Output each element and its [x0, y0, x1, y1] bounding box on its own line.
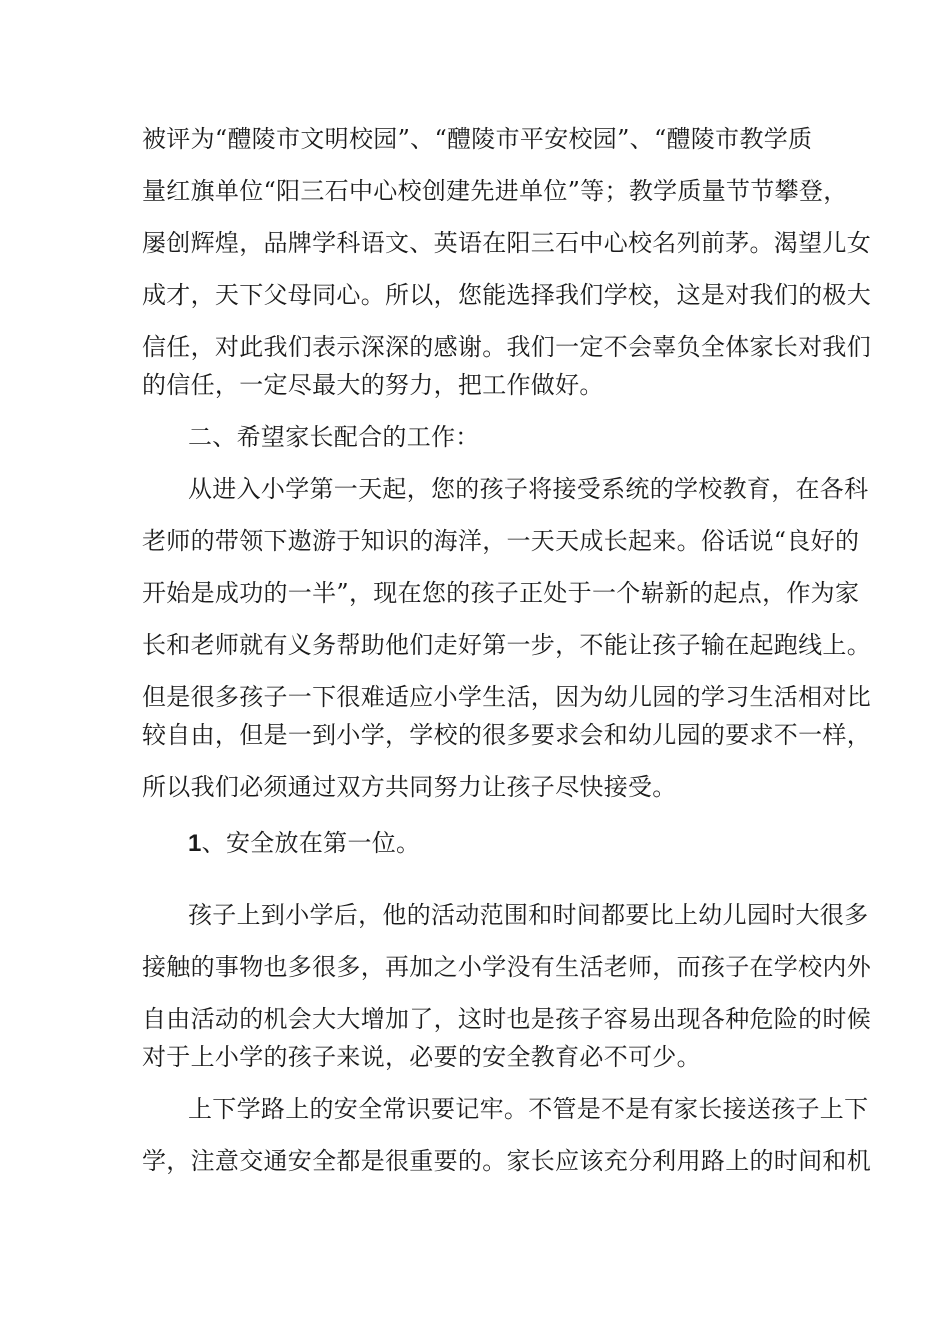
text-line: 对于上小学的孩子来说，必要的安全教育必不可少。: [142, 1043, 701, 1071]
text-line: 但是很多孩子一下很难适应小学生活，因为幼儿园的学习生活相对比: [142, 683, 871, 711]
text-line: 量红旗单位“阳三石中心校创建先进单位”等；教学质量节节攀登，: [142, 177, 848, 205]
text-line: 老师的带领下遨游于知识的海洋，一天天成长起来。俗话说“良好的: [142, 527, 860, 555]
text-line: 信任，对此我们表示深深的感谢。我们一定不会辜负全体家长对我们: [142, 333, 871, 361]
list-item-heading: [188, 828, 868, 859]
text-line: 开始是成功的一半”，现在您的孩子正处于一个崭新的起点，作为家: [142, 579, 860, 607]
text-line: 成才，天下父母同心。所以，您能选择我们学校，这是对我们的极大: [142, 281, 871, 309]
text-line: 的信任，一定尽最大的努力，把工作做好。: [142, 371, 604, 399]
text-line: 长和老师就有义务帮助他们走好第一步，不能让孩子输在起跑线上。: [142, 631, 871, 659]
text-line: 屡创辉煌，品牌学科语文、英语在阳三石中心校名列前茅。渴望儿女: [142, 229, 871, 257]
text-line: 自由活动的机会大大增加了，这时也是孩子容易出现各种危险的时候: [142, 1005, 871, 1033]
section-heading: 二、希望家长配合的工作：: [188, 423, 480, 451]
text-line: 上下学路上的安全常识要记牢。不管是不是有家长接送孩子上下: [188, 1095, 869, 1123]
list-item-number: 1: [188, 830, 202, 857]
text-line: 从进入小学第一天起，您的孩子将接受系统的学校教育，在各科: [188, 475, 869, 503]
text-line: 所以我们必须通过双方共同努力让孩子尽快接受。: [142, 773, 677, 801]
text-line: 学，注意交通安全都是很重要的。家长应该充分利用路上的时间和机: [142, 1147, 871, 1175]
text-line: 接触的事物也多很多，再加之小学没有生活老师，而孩子在学校内外: [142, 953, 871, 981]
text-line: 较自由，但是一到小学，学校的很多要求会和幼儿园的要求不一样，: [142, 721, 871, 749]
list-item-text: 、安全放在第一位。: [201, 829, 421, 857]
text-line: 被评为“醴陵市文明校园”、“醴陵市平安校园”、“醴陵市教学质: [142, 125, 813, 153]
text-line: 孩子上到小学后，他的活动范围和时间都要比上幼儿园时大很多: [188, 901, 869, 929]
